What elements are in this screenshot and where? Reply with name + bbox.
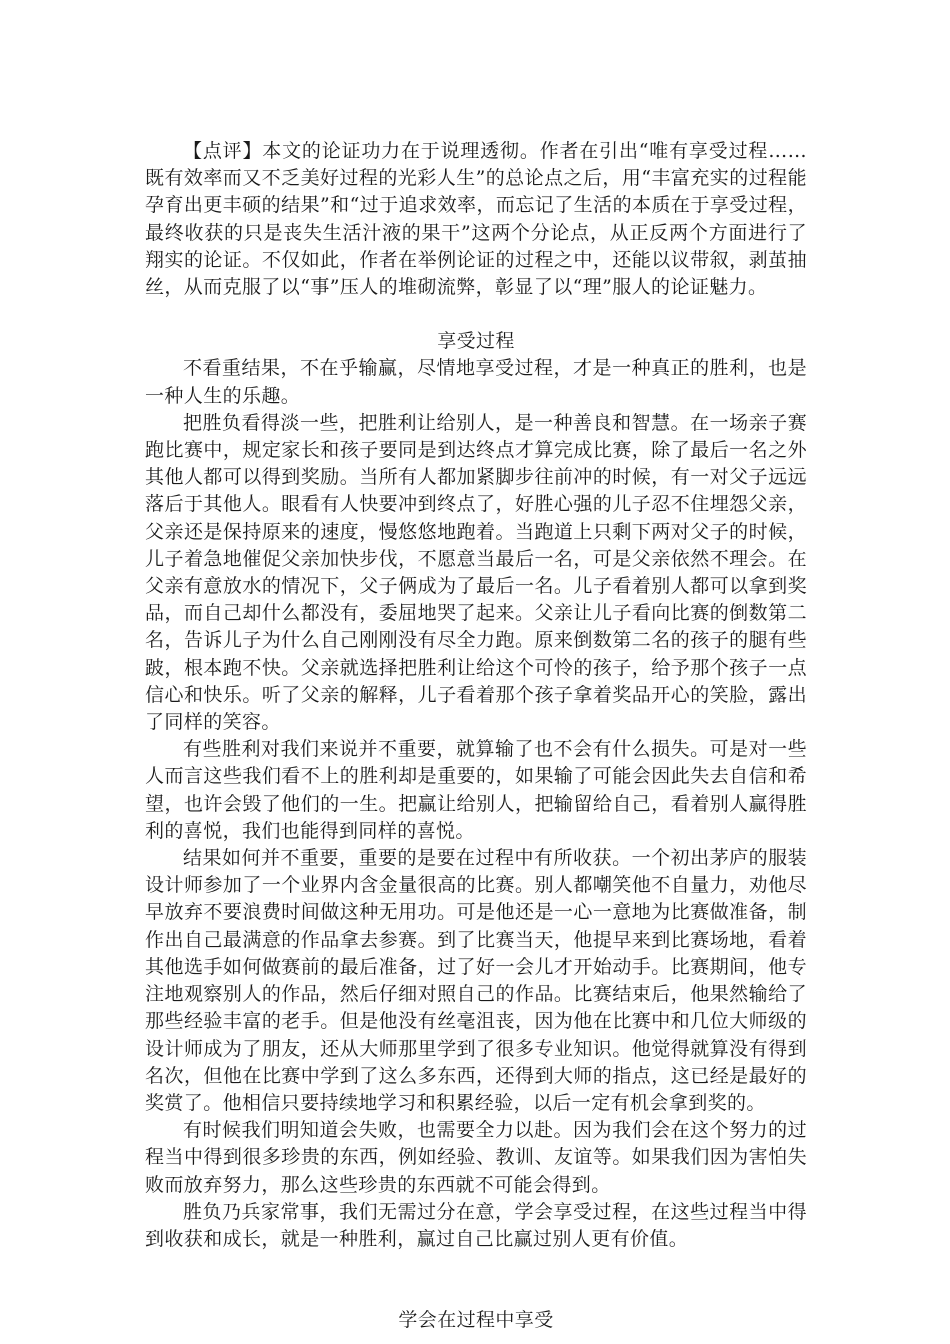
body-paragraph: 结果如何并不重要，重要的是要在过程中有所收获。一个初出茅庐的服装设计师参加了一个业界内含金量很高的比赛。别人都嘲笑他不自量力，劝他尽早放弃不要浪费时间做这种无用功。可是他还是一心一意地为比赛做准备，制作出自己最满意的作品拿去参赛。到了比赛当天，他提早来到比赛场地，看着其他选手如何做赛前的最后准备，过了好一会儿才开始动手。比赛期间，他专注地观察别人的作品，然后仔细对照自己的作品。比赛结束后，他果然输给了那些经验丰富的老手。但是他没有丝毫沮丧，因为他在比赛中和几位大师级的设计师成为了朋友，还从大师那里学到了很多专业知识。他觉得就算没有得到名次，但他在比赛中学到了这么多东西，还得到大师的指点，这已经是最好的奖赏了。他相信只要持续地学习和积累经验，以后一定有机会拿到奖的。: [145, 847, 807, 1114]
commentary-paragraph: 【点评】本文的论证功力在于说理透彻。作者在引出“唯有享受过程……既有效率而又不乏美好过程的光彩人生”的总论点之后，用“丰富充实的过程能孕育出更丰硕的结果”和“过于追求效率，而忘记了生活的本质在于享受过程，最终收获的只是丧失生活汁液的果干”这两个分论点，从正反两个方面进行了翔实的论证。不仅如此，作者在举例论证的过程之中，还能以议带叙，剥茧抽丝，从而克服了以“事”压人的堆砌流弊，彰显了以“理”服人的论证魅力。: [145, 140, 807, 299]
document-page: [145, 138, 807, 1334]
body-paragraph: 胜负乃兵家常事，我们无需过分在意，学会享受过程，在这些过程当中得到收获和成长，就是一种胜利，赢过自己比赢过别人更有价值。: [145, 1200, 807, 1250]
article-body: [145, 355, 807, 1253]
article-title: 享受过程: [437, 330, 515, 353]
body-paragraph: 有时候我们明知道会失败，也需要全力以赴。因为我们会在这个努力的过程当中得到很多珍贵的东西，例如经验、教训、友谊等。如果我们因为害怕失败而放弃努力，那么这些珍贵的东西就不可能会得到。: [145, 1119, 807, 1196]
body-paragraph: 有些胜利对我们来说并不重要，就算输了也不会有什么损失。可是对一些人而言这些我们看不上的胜利却是重要的，如果输了可能会因此失去自信和希望，也许会毁了他们的一生。把赢让给别人，把输留给自己，看着别人赢得胜利的喜悦，我们也能得到同样的喜悦。: [145, 738, 807, 842]
section-spacer: [145, 301, 807, 328]
body-paragraph: 不看重结果，不在乎输赢，尽情地享受过程，才是一种真正的胜利，也是一种人生的乐趣。: [145, 357, 807, 407]
next-article-title: 学会在过程中享受: [398, 1309, 554, 1332]
section-spacer: [145, 1253, 807, 1307]
body-paragraph: 把胜负看得淡一些，把胜利让给别人，是一种善良和智慧。在一场亲子赛跑比赛中，规定家长和孩子要同是到达终点才算完成比赛，除了最后一名之外其他人都可以得到奖励。当所有人都加紧脚步往前冲的时候，有一对父子远远落后于其他人。眼看有人快要冲到终点了，好胜心强的儿子忍不住埋怨父亲，父亲还是保持原来的速度，慢悠悠地跑着。当跑道上只剩下两对父子的时候，儿子着急地催促父亲加快步伐，不愿意当最后一名，可是父亲依然不理会。在父亲有意放水的情况下，父子俩成为了最后一名。儿子看着别人都可以拿到奖品，而自己却什么都没有，委屈地哭了起来。父亲让儿子看向比赛的倒数第二名，告诉儿子为什么自己刚刚没有尽全力跑。原来倒数第二名的孩子的腿有些跛，根本跑不快。父亲就选择把胜利让给这个可怜的孩子，给予那个孩子一点信心和快乐。听了父亲的解释，儿子看着那个孩子拿着奖品开心的笑脸，露出了同样的笑容。: [145, 411, 807, 734]
